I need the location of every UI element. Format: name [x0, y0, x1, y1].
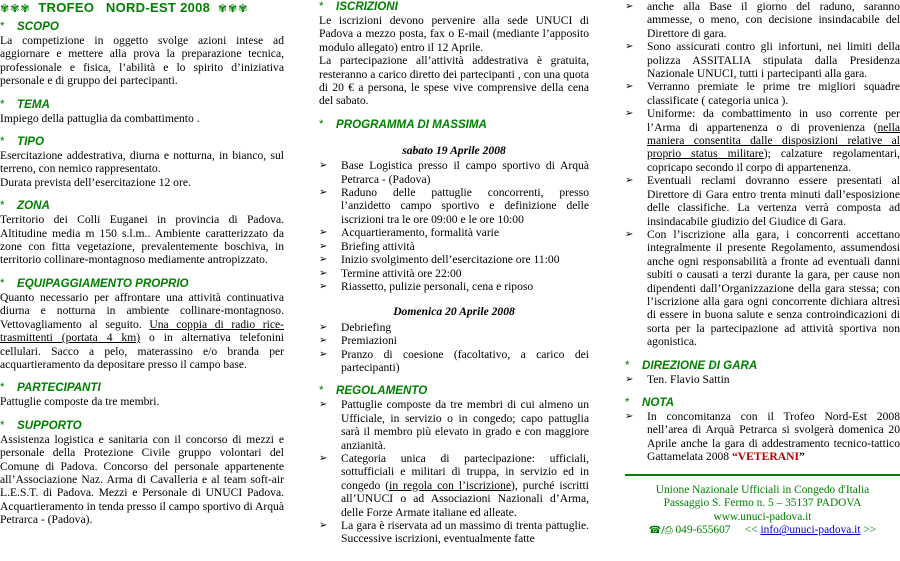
- section-nota: [625, 396, 900, 464]
- asterisk-bullet-icon: *: [0, 20, 5, 33]
- footer-website[interactable]: www.unuci-padova.it: [713, 510, 812, 523]
- section-direzione: [625, 359, 900, 386]
- title-nord-est: NORD-EST 2008: [105, 0, 211, 15]
- text-partecipanti: Pattuglie composte da tre membri.: [0, 395, 160, 409]
- list-item: ➢ Termine attività ore 22:00: [341, 267, 589, 280]
- heading-tema: TEMA: [17, 97, 50, 111]
- section-tema: [0, 98, 284, 125]
- asterisk-bullet-icon: *: [0, 97, 5, 111]
- asterisk-bullet-icon: *: [319, 384, 324, 398]
- asterisk-bullet-icon: *: [0, 381, 5, 395]
- text-tema: Impiego della pattuglia da combattimento .: [0, 111, 200, 125]
- column-right: [625, 0, 900, 561]
- heading-equipaggiamento: EQUIPAGGIAMENTO PROPRIO: [17, 276, 189, 290]
- heading-programma: PROGRAMMA DI MASSIMA: [336, 117, 487, 131]
- list-item-continued: [647, 0, 900, 40]
- text-equip-part2: o in alternativa telefonini cellulari. Sacco a pelo, materassino e/o branda per acquartieramento da depositare presso il campo base.: [0, 331, 284, 371]
- list-item: ➢ La gara è riservata ad un massimo di trenta pattuglie. Successive iscrizioni, eventualmente fatte: [341, 519, 589, 546]
- heading-partecipanti: PARTECIPANTI: [17, 381, 101, 395]
- section-equipaggiamento: [0, 277, 284, 371]
- column-middle: [319, 0, 589, 561]
- section-supporto: [0, 419, 284, 527]
- list-item: [341, 452, 589, 519]
- regolamento-list-continued: [625, 0, 900, 349]
- text-tipo: Esercitazione addestrativa, diurna e notturna, in bianco, sul terreno, con nemico rappresentato.: [0, 149, 284, 176]
- phone-icon: ☎/⎙: [648, 525, 673, 537]
- nota-list: [625, 410, 900, 464]
- text-uniforme-underlined: nella maniera consentita dalle disposizioni relative al proprio status militare: [647, 120, 900, 161]
- list-item: [647, 410, 900, 464]
- text-categoria-underlined: in regola con l’iscrizione: [389, 478, 512, 492]
- text-equip-radio: Una coppia di radio rice-trasmittenti (portata 4 km): [0, 317, 284, 345]
- list-item: ➢ Pranzo di coesione (facoltativo, a carico dei partecipanti): [341, 348, 589, 375]
- text-tipo-durata: Durata prevista dell’esercitazione 12 ore.: [0, 175, 191, 189]
- asterisk-bullet-icon: *: [0, 276, 5, 290]
- day2-list: [319, 321, 589, 375]
- heading-iscrizioni: ISCRIZIONI: [336, 0, 398, 13]
- list-item: ➢ Acquartieramento, formalità varie: [341, 226, 589, 239]
- text-nota: In concomitanza con il Trofeo Nord-Est 2008 nell’area di Arquà Petrarca si svolgerà domenica 20 Aprile anche la gara di addestramento tecnico-tattico Gattamelata 2008: [647, 409, 900, 464]
- text-categoria-part1: Categoria unica di partecipazione: ufficiali, sottufficiali e militari di truppa, in servizio ed in congedo (: [341, 451, 589, 492]
- day1-title: sabato 19 Aprile 2008: [402, 143, 506, 157]
- footer-address: Passaggio S. Fermo n. 5 – 35137 PADOVA: [663, 497, 862, 510]
- list-item: ➢ Inizio svolgimento dell’esercitazione ore 11:00: [341, 253, 589, 266]
- asterisk-bullet-icon: *: [625, 395, 630, 409]
- section-regolamento: [319, 384, 589, 545]
- section-tipo: [0, 135, 284, 189]
- list-item: ➢ Con l’iscrizione alla gara, i concorrenti accettano integralmente il presente Regolamento, assumendosi anche ogni responsabilità a fronte ad eventuali danni subiti o causati a terzi durante la gara, per cause non dipendenti dall’Organizzazione della gara stessa; con l’iscrizione alla gara ogni concorrente dichiara altresì di essere in buona salute e senza controindicazioni di sorta per la partecipazione ad attività sportiva non agonistica.: [647, 228, 900, 349]
- heading-nota: NOTA: [642, 395, 674, 409]
- text-categoria-part2: ), purché iscritti all’UNUCI o ad Associazioni Nazionali d’Arma, delle Forze Armate italiane ed alleate.: [341, 478, 589, 519]
- asterisk-bullet-icon: *: [0, 418, 5, 432]
- list-item: ➢ Eventuali reclami dovranno essere presentati al Direttore di Gara entro trenta minuti dall’esposizione delle classifiche. La vertenza verrà composta ad insindacabile giudizio del Giudice di Gara.: [647, 174, 900, 228]
- text-veterani-close-quote: ”: [799, 450, 805, 464]
- heading-regolamento: REGOLAMENTO: [336, 384, 428, 398]
- text-uniforme-part1: Uniforme: da combattimento in uso corrente per l’Arma di appartenenza o di provenienza (: [647, 107, 900, 134]
- text-iscrizioni: Le iscrizioni devono pervenire alla sede UNUCI di Padova a mezzo posta, fax o E-mail (mediante l’apposito modulo allegato) entro il 12 Aprile.: [319, 14, 589, 54]
- title-trofeo: TROFEO: [38, 0, 95, 15]
- page-title: [0, 0, 284, 17]
- text-supporto: Assistenza logistica e sanitaria con il concorso di mezzi e personale della Protezione Civile gruppo volontari del Comune di Padova. Concorso del personale appartenente all’Associazione Naz. Arma di Cavalleria e al team soft-air L.E.S.T. di Padova. Mezzi e Personale di UNUCI Padova. Acquartieramento in tenda presso il campo sportivo di Arquà Petrarca - (Padova).: [0, 432, 284, 527]
- day2-title: Domenica 20 Aprile 2008: [393, 305, 515, 319]
- footer-divider: [625, 474, 900, 476]
- text-continued: anche alla Base il giorno del raduno, saranno ammesse, o meno, con decisione insindacabile del Direttore di gara.: [647, 0, 900, 40]
- text-veterani: “VETERANI: [732, 450, 799, 464]
- heading-direzione: DIREZIONE DI GARA: [642, 358, 758, 372]
- heading-scopo: SCOPO: [17, 20, 59, 33]
- asterisk-bullet-icon: *: [0, 135, 5, 149]
- section-zona: [0, 199, 284, 267]
- footer-phone: 049-655607: [675, 524, 731, 537]
- heading-zona: ZONA: [17, 199, 50, 213]
- list-item: ➢ Ten. Flavio Sattin: [647, 373, 900, 386]
- list-item: ➢ Debriefing: [341, 321, 589, 334]
- text-uniforme-part2: ); calzature regolamentari, copricapo secondo il corpo di appartenenza.: [647, 147, 900, 174]
- column-left: [0, 0, 284, 561]
- list-item: ➢ Base Logistica presso il campo sportivo di Arquà Petrarca - (Padova): [341, 159, 589, 186]
- heading-tipo: TIPO: [17, 135, 45, 149]
- list-item: ➢ Verranno premiate le prime tre migliori squadre classificate ( categoria unica ).: [647, 80, 900, 107]
- asterisk-bullet-icon: *: [319, 117, 324, 131]
- text-equip-part1: Quanto necessario per affrontare una attività continuativa diurna e notturna in ambiente collinare-montagnoso. Vettovagliamento al seguito.: [0, 290, 284, 331]
- list-item: ➢ Riassetto, pulizie personali, cena e riposo: [341, 280, 589, 293]
- asterisk-bullet-icon: *: [0, 199, 5, 213]
- heading-supporto: SUPPORTO: [17, 418, 82, 432]
- footer-email-link[interactable]: info@unuci-padova.it: [760, 524, 861, 537]
- asterisk-bullet-icon: *: [319, 0, 324, 13]
- section-programma: [319, 118, 589, 375]
- stars-left-icon: ✾✾✾: [0, 3, 31, 15]
- direzione-list: [625, 373, 900, 386]
- asterisk-bullet-icon: *: [625, 358, 630, 372]
- section-scopo: [0, 20, 284, 88]
- list-item: [647, 107, 900, 174]
- stars-right-icon: ✾✾✾: [217, 3, 249, 15]
- text-scopo: La competizione in oggetto svolge azioni intese ad aggiornare e mettere alla prova la preparazione tecnica, professionale e fisica, l’abilità e lo spirito d’iniziativa personale e di gruppo dei partecipanti.: [0, 34, 284, 88]
- section-iscrizioni: [319, 0, 589, 108]
- day1-list: [319, 159, 589, 293]
- text-equipaggiamento: [0, 291, 284, 371]
- list-item: ➢ Premiazioni: [341, 334, 589, 347]
- footer-contacts: [625, 524, 900, 538]
- footer-org: Unione Nazionale Ufficiali in Congedo d'Italia: [655, 483, 870, 496]
- list-item: ➢ Sono assicurati contro gli infortuni, nei limiti della polizza ASSITALIA stipulata dalla Presidenza Nazionale UNUCI, tutti i partecipanti alla gara.: [647, 40, 900, 80]
- text-zona: Territorio dei Colli Euganei in provincia di Padova. Altitudine media m 150 s.l.m.. Ambiente caratterizzato da zone con fitta vegetazione, prevalentemente boschiva, in territorio collinare-montagnoso mediamente antropizzato.: [0, 213, 284, 267]
- footer: [625, 484, 900, 538]
- list-item: ➢ Raduno delle pattuglie concorrenti, presso l’anzidetto campo sportivo e definizione delle iscrizioni tra le ore 09:00 e le ore 10:00: [341, 186, 589, 226]
- list-item: ➢ Pattuglie composte da tre membri di cui almeno un Ufficiale, in servizio o in congedo; capo pattuglia sarà il membro più elevato in grado e con maggiore anzianità.: [341, 398, 589, 452]
- list-item: ➢ Briefing attività: [341, 240, 589, 253]
- footer-mail-close: >>: [863, 524, 877, 537]
- section-partecipanti: [0, 381, 284, 408]
- regolamento-list: [319, 398, 589, 545]
- text-iscrizioni-quota: La partecipazione all’attività addestrativa è gratuita, resteranno a carico diretto dei partecipanti , con una quota di 20 € a persona, le spese vive comprensive della cena del sabato.: [319, 54, 589, 108]
- footer-mail-open: <<: [744, 524, 758, 537]
